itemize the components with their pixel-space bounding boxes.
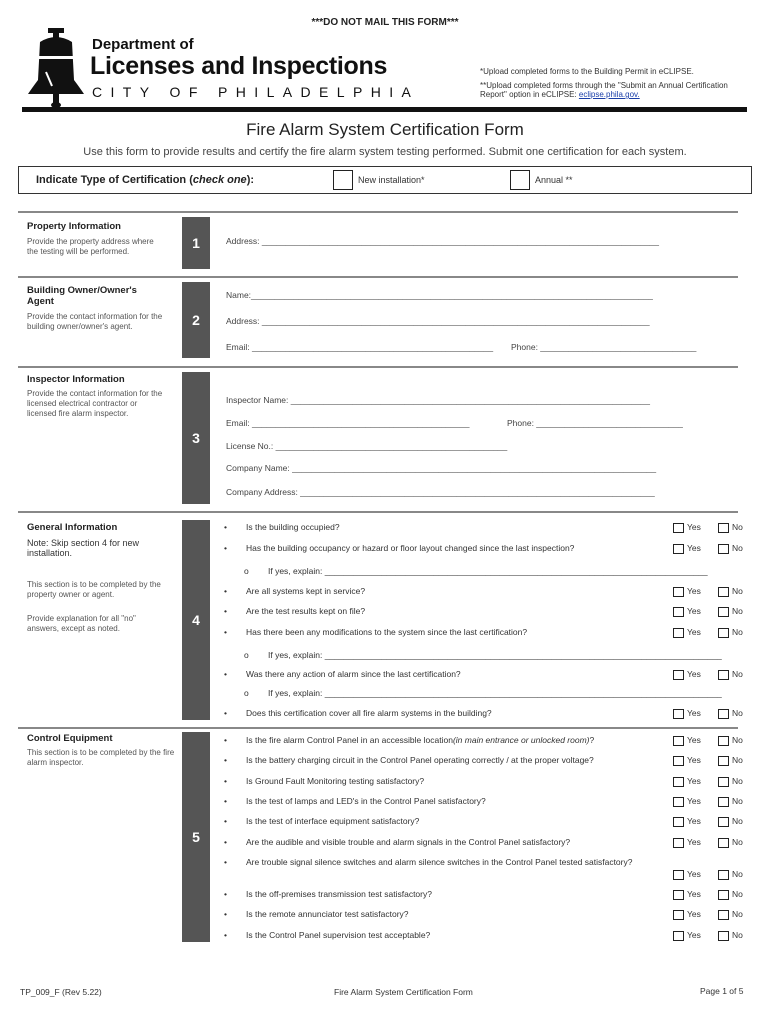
yes-label: Yes (687, 930, 701, 940)
yes-label: Yes (687, 708, 701, 718)
section3-desc: Provide the contact information for the licensed electrical contractor or licensed fire alarm inspector. (27, 389, 163, 418)
yes-label: Yes (687, 889, 701, 899)
yes-checkbox[interactable] (673, 628, 684, 638)
section2-number: 2 (182, 282, 210, 358)
bullet: • (224, 669, 227, 679)
eclipse-link[interactable]: eclipse.phila.gov. (578, 90, 640, 99)
bullet: • (224, 606, 227, 616)
question-text: Does this certification cover all fire alarm systems in the building? (246, 708, 492, 718)
new-installation-label: New installation* (358, 175, 425, 185)
yes-label: Yes (687, 669, 701, 679)
no-label: No (732, 796, 743, 806)
yes-checkbox[interactable] (673, 587, 684, 597)
no-checkbox[interactable] (718, 628, 729, 638)
sub-bullet: o (244, 566, 249, 576)
yes-label: Yes (687, 796, 701, 806)
bullet: • (224, 796, 227, 806)
yes-checkbox[interactable] (673, 736, 684, 746)
no-label: No (732, 708, 743, 718)
yes-checkbox[interactable] (673, 709, 684, 719)
no-checkbox[interactable] (718, 931, 729, 941)
inspector-phone-field[interactable]: Phone: _______________________________ (507, 418, 683, 428)
question-text: Are the audible and visible trouble and alarm signals in the Control Panel satisfactory? (246, 837, 571, 847)
section-divider (18, 276, 738, 278)
no-checkbox[interactable] (718, 544, 729, 554)
license-number-field[interactable]: License No.: _________________________________________________ (226, 441, 508, 451)
no-checkbox[interactable] (718, 587, 729, 597)
question-text: Are all systems kept in service? (246, 586, 366, 596)
yes-checkbox[interactable] (673, 797, 684, 807)
section5-number: 5 (182, 732, 210, 942)
section3-title: Inspector Information (27, 374, 125, 385)
question-text: Is the building occupied? (246, 522, 340, 532)
bullet: • (224, 889, 227, 899)
yes-checkbox[interactable] (673, 544, 684, 554)
yes-label: Yes (687, 909, 701, 919)
question-text: Was there any action of alarm since the last certification? (246, 669, 461, 679)
question-text: Are the test results kept on file? (246, 606, 366, 616)
bullet: • (224, 735, 227, 745)
bullet: • (224, 816, 227, 826)
department-line1: Department of (92, 36, 194, 53)
question-text: Has the building occupancy or hazard or floor layout changed since the last inspection? (246, 543, 575, 553)
new-installation-checkbox[interactable] (333, 170, 353, 190)
city-line: CITY OF PHILADELPHIA (92, 84, 420, 100)
no-label: No (732, 543, 743, 553)
section1-title: Property Information (27, 221, 121, 232)
section1-desc: Provide the property address where the testing will be performed. (27, 237, 154, 256)
bullet: • (224, 627, 227, 637)
no-label: No (732, 776, 743, 786)
no-checkbox[interactable] (718, 709, 729, 719)
yes-checkbox[interactable] (673, 523, 684, 533)
yes-checkbox[interactable] (673, 870, 684, 880)
sub-bullet: o (244, 650, 249, 660)
yes-checkbox[interactable] (673, 910, 684, 920)
question-text: Is the remote annunciator test satisfactory? (246, 909, 409, 919)
footer-form-code: TP_009_F (Rev 5.22) (20, 987, 102, 997)
yes-label: Yes (687, 816, 701, 826)
owner-email-field[interactable]: Email: ___________________________________________________ (226, 342, 494, 352)
section2-desc: Provide the contact information for the building owner/owner's agent. (27, 312, 163, 331)
yes-label: Yes (687, 869, 701, 879)
question-text: Is the test of lamps and LED's in the Control Panel satisfactory? (246, 796, 486, 806)
no-checkbox[interactable] (718, 777, 729, 787)
bullet: • (224, 857, 227, 867)
question-text: Are trouble signal silence switches and alarm silence switches in the Control Panel tested satisfactory? (246, 857, 633, 867)
footer-form-title: Fire Alarm System Certification Form (334, 987, 473, 997)
no-checkbox[interactable] (718, 736, 729, 746)
yes-label: Yes (687, 522, 701, 532)
bullet: • (224, 522, 227, 532)
section-divider (18, 727, 738, 729)
section5-desc: This section is to be completed by the fire alarm inspector. (27, 748, 175, 767)
question-text: Is the Control Panel supervision test acceptable? (246, 930, 431, 940)
section4-number: 4 (182, 520, 210, 720)
department-name: Licenses and Inspections (90, 52, 388, 80)
no-checkbox[interactable] (718, 797, 729, 807)
yes-label: Yes (687, 543, 701, 553)
bullet: • (224, 543, 227, 553)
section-divider (18, 211, 738, 213)
yes-checkbox[interactable] (673, 756, 684, 766)
section4-desc1: This section is to be completed by the property owner or agent. (27, 580, 161, 599)
inspector-name-field[interactable]: Inspector Name: ____________________________________________________________________________ (226, 395, 650, 405)
no-label: No (732, 735, 743, 745)
no-checkbox[interactable] (718, 838, 729, 848)
no-checkbox[interactable] (718, 910, 729, 920)
bullet: • (224, 586, 227, 596)
bullet: • (224, 755, 227, 765)
section1-number: 1 (182, 217, 210, 269)
upload-note-annual-text: **Upload completed forms through the "Submit an Annual Certification Report" option in eCLIPSE: (480, 81, 728, 99)
no-checkbox[interactable] (718, 670, 729, 680)
bullet: • (224, 837, 227, 847)
question-text (246, 735, 594, 745)
no-checkbox[interactable] (718, 756, 729, 766)
question-text: Is Ground Fault Monitoring testing satisfactory? (246, 776, 425, 786)
no-label: No (732, 627, 743, 637)
yes-checkbox[interactable] (673, 817, 684, 827)
section4-desc2: Provide explanation for all "no" answers, except as noted. (27, 614, 136, 633)
yes-label: Yes (687, 735, 701, 745)
do-not-mail-note: ***DO NOT MAIL THIS FORM*** (311, 17, 459, 28)
section2-title: Building Owner/Owner's Agent (27, 285, 137, 307)
yes-label: Yes (687, 627, 701, 637)
question-text-parts: Is the fire alarm Control Panel in an accessible location(in main entrance or unlocked room)? (246, 735, 595, 745)
bullet: • (224, 930, 227, 940)
yes-checkbox[interactable] (673, 890, 684, 900)
upload-note-permit: *Upload completed forms to the Building Permit in eCLIPSE. (480, 67, 694, 76)
no-label: No (732, 606, 743, 616)
company-name-field[interactable]: Company Name: _____________________________________________________________________________ (226, 463, 657, 473)
no-label: No (732, 755, 743, 765)
annual-checkbox[interactable] (510, 170, 530, 190)
bullet: • (224, 776, 227, 786)
question-text: Is the battery charging circuit in the Control Panel operating correctly / at the proper voltage? (246, 755, 594, 765)
sub-bullet: o (244, 688, 249, 698)
no-label: No (732, 586, 743, 596)
header-rule (22, 107, 747, 112)
question-text: Has there been any modifications to the system since the last certification? (246, 627, 528, 637)
no-checkbox[interactable] (718, 607, 729, 617)
footer-page-number: Page 1 of 5 (700, 986, 744, 996)
section-divider (18, 366, 738, 368)
no-label: No (732, 669, 743, 679)
yes-checkbox[interactable] (673, 931, 684, 941)
owner-address-field[interactable]: Address: __________________________________________________________________________________ (226, 316, 650, 326)
yes-label: Yes (687, 776, 701, 786)
bullet: • (224, 708, 227, 718)
owner-phone-field[interactable]: Phone: _________________________________ (511, 342, 697, 352)
yes-label: Yes (687, 586, 701, 596)
company-address-field[interactable]: Company Address: ___________________________________________________________________________ (226, 487, 655, 497)
yes-checkbox[interactable] (673, 777, 684, 787)
no-label: No (732, 869, 743, 879)
owner-name-field[interactable]: Name:_____________________________________________________________________________________ (226, 290, 653, 300)
section-divider (18, 511, 738, 513)
section3-number: 3 (182, 372, 210, 504)
no-checkbox[interactable] (718, 870, 729, 880)
annual-label: Annual ** (535, 175, 573, 185)
no-label: No (732, 909, 743, 919)
form-title: Fire Alarm System Certification Form (246, 120, 524, 139)
yes-checkbox[interactable] (673, 607, 684, 617)
explain-field[interactable]: If yes, explain: ____________________________________________________________________________________ (268, 688, 722, 698)
property-address-field[interactable]: Address: ____________________________________________________________________________________ (226, 236, 659, 246)
no-checkbox[interactable] (718, 817, 729, 827)
liberty-bell-logo-icon (26, 28, 86, 110)
yes-label: Yes (687, 755, 701, 765)
no-label: No (732, 930, 743, 940)
section5-title: Control Equipment (27, 733, 113, 744)
no-label: No (732, 889, 743, 899)
section4-title: General Information (27, 522, 118, 533)
inspector-email-field[interactable]: Email: ______________________________________________ (226, 418, 470, 428)
no-label: No (732, 837, 743, 847)
question-text: Is the off-premises transmission test satisfactory? (246, 889, 432, 899)
upload-note-annual (480, 81, 740, 99)
no-label: No (732, 816, 743, 826)
no-checkbox[interactable] (718, 890, 729, 900)
no-label: No (732, 522, 743, 532)
yes-checkbox[interactable] (673, 670, 684, 680)
section4-note: Note: Skip section 4 for new installation. (27, 538, 140, 558)
no-checkbox[interactable] (718, 523, 729, 533)
certification-type-label: Indicate Type of Certification (check one): (36, 174, 255, 186)
yes-label: Yes (687, 606, 701, 616)
question-text: Is the test of interface equipment satisfactory? (246, 816, 420, 826)
form-subtitle: Use this form to provide results and certify the fire alarm system testing performed. Submit one certification for each system. (83, 146, 687, 158)
bullet: • (224, 909, 227, 919)
yes-label: Yes (687, 837, 701, 847)
yes-checkbox[interactable] (673, 838, 684, 848)
explain-field[interactable]: If yes, explain: ____________________________________________________________________________________ (268, 650, 722, 660)
explain-field[interactable]: If yes, explain: _________________________________________________________________________________ (268, 566, 708, 576)
